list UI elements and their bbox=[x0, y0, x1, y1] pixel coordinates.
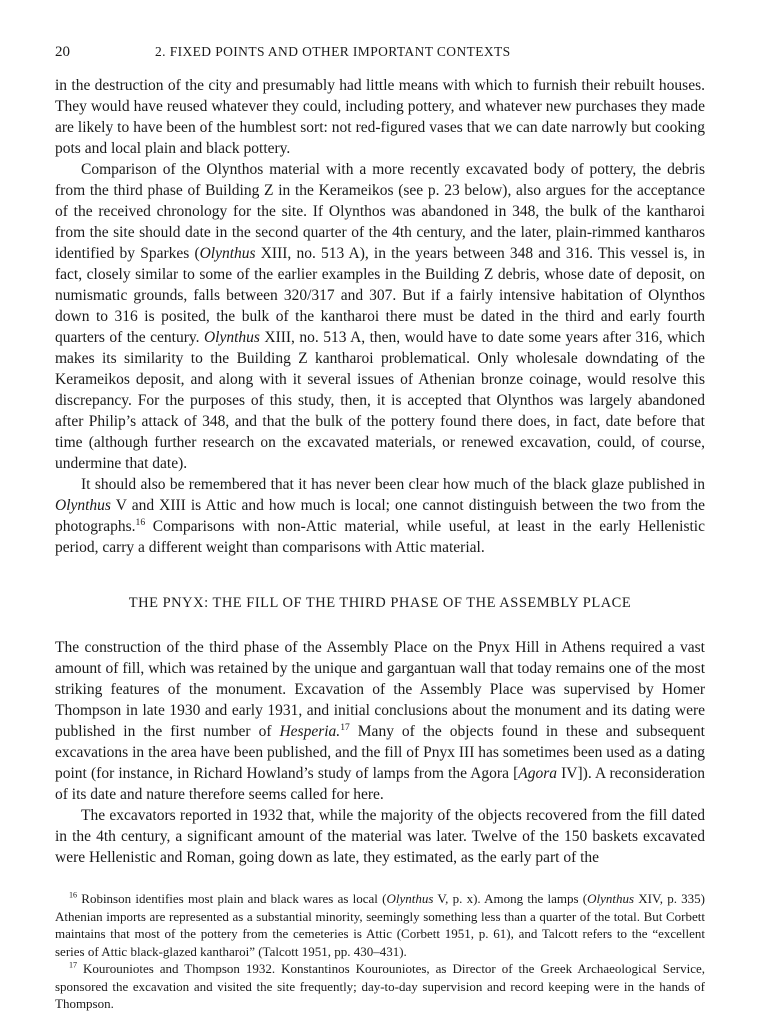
body-paragraph-continuation: in the destruction of the city and presumably had little means with which to furnish their rebuilt houses. They would have reused whatever they could, including pottery, and whatever new purchases they made are likely to have been of the humblest sort: not red-figured vases that we can date narrowly but cooking pots and local plain and black pottery. bbox=[55, 77, 705, 157]
page-header bbox=[55, 44, 705, 62]
text-column bbox=[55, 75, 705, 1013]
footnote-17: $^{17}$ Kourouniotes and Thompson 1932. Konstantinos Kourouniotes, as Director of the Greek Archaeological Service, sponsored the excavation and visited the site frequently; day-to-day supervision and record keeping were in the hands of Thompson. bbox=[55, 960, 705, 1011]
body-paragraph-olynthos-comparison: Comparison of the Olynthos material with a more recently excavated body of pottery, the debris from the third phase of Building Z in the Kerameikos (see p. 23 below), also argues for the acceptance of the received chronology for the site. If Olynthos was abandoned in 348, the bulk of the kantharoi from the site should date in the second quarter of the 4th century, and the later, plain-rimmed kantharos identified by Sparkes (Olynthus XIII, no. 513 A), in the years between 348 and 316. This vessel is, in fact, closely similar to some of the earlier examples in the Building Z debris, whose date of deposit, on numismatic grounds, falls between 320/317 and 307. But if a fairly intensive habitation of Olynthos down to 316 is posited, the bulk of the kantharoi there must be dated in the third and early fourth quarters of the century. Olynthus XIII, no. 513 A, then, would have to date some years after 316, which makes its similarity to the Building Z kantharoi problematical. Only wholesale downdating of the Kerameikos deposit, and along with it several issues of Athenian bronze coinage, would resolve this discrepancy. For the purposes of this study, then, it is accepted that Olynthos was largely abandoned after Philip’s attack of 348, and that the bulk of the pottery found there does, in fact, date before that time (although further research on the excavated materials, or renewed excavation, could, of course, undermine that date). bbox=[55, 161, 705, 472]
section-heading: THE PNYX: THE FILL OF THE THIRD PHASE OF THE ASSEMBLY PLACE bbox=[128, 595, 632, 611]
footnote-16: $^{16}$ Robinson identifies most plain and black wares as local (Olynthus V, p. x). Among the lamps (Olynthus XIV, p. 335) Athenian imports are represented as a substantial minority, seemingly something less than a quarter of the total. But Corbett maintains that most of the pottery from the cemeteries is Attic (Corbett 1951, p. 61), and Talcott refers to the “excellent series of Attic black-glazed kantharoi” (Talcott 1951, pp. 430–431). bbox=[55, 890, 705, 959]
page-number: 20 bbox=[55, 44, 70, 60]
running-head: 2. FIXED POINTS AND OTHER IMPORTANT CONTEXTS bbox=[155, 44, 511, 59]
body-paragraph-black-glaze: It should also be remembered that it has never been clear how much of the black glaze published in Olynthus V and XIII is Attic and how much is local; one cannot distinguish between the two from the photographs.$^{16}$ Comparisons with non-Attic material, while useful, at least in the early Hellenistic period, carry a different weight than comparisons with Attic material. bbox=[55, 476, 705, 556]
body-paragraph-pnyx-construction: The construction of the third phase of the Assembly Place on the Pnyx Hill in Athens required a vast amount of fill, which was retained by the unique and gargantuan wall that today remains one of the most striking features of the monument. Excavation of the Assembly Place was supervised by Homer Thompson in late 1930 and early 1931, and initial conclusions about the monument and its dating were published in the first number of Hesperia.$^{17}$ Many of the objects found in these and subsequent excavations in the area have been published, and the fill of Pnyx III has sometimes been used as a dating point (for instance, in Richard Howland’s study of lamps from the Agora [Agora IV]). A reconsideration of its date and nature therefore seems called for here. bbox=[55, 639, 705, 803]
body-paragraph-excavators-report: The excavators reported in 1932 that, while the majority of the objects recovered from the fill dated in the 4th century, a significant amount of the material was later. Twelve of the 150 baskets excavated were Hellenistic and Roman, going down as late, they estimated, as the early part of the bbox=[55, 807, 705, 866]
footnotes-section bbox=[55, 890, 705, 1013]
